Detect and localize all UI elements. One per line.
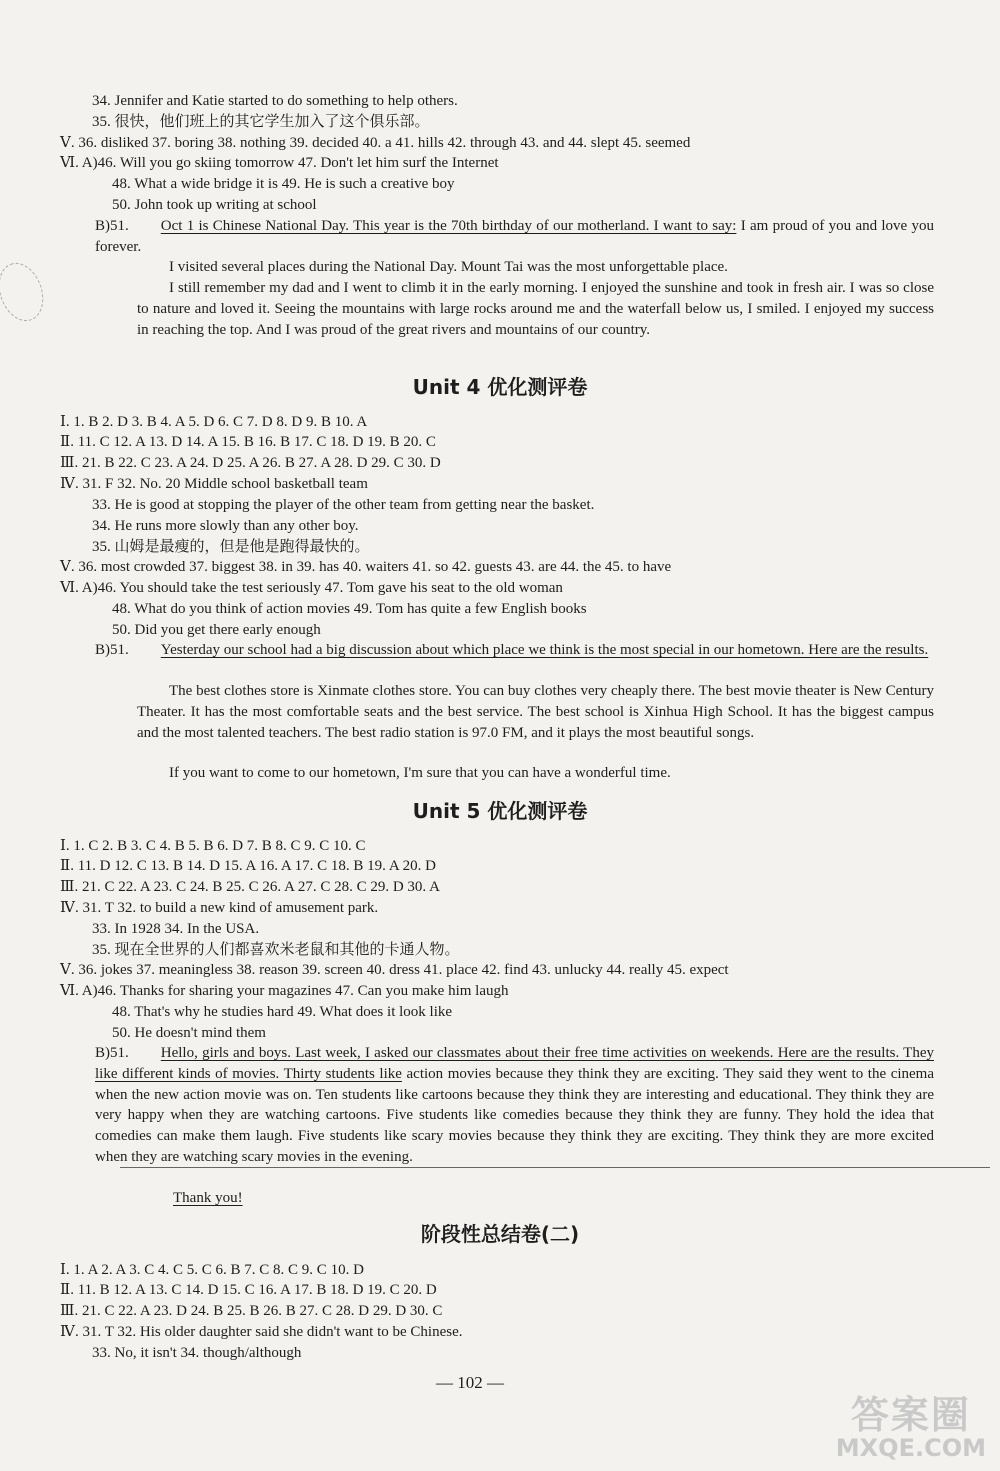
writing-label: B)51. [95, 218, 129, 234]
page-number: — 102 — [436, 1373, 504, 1392]
answer-line: Ⅵ. A)46. Will you go skiing tomorrow 47. Don't let him surf the Internet [60, 155, 499, 171]
answer-line: Ⅲ. 21. B 22. C 23. A 24. D 25. A 26. B 27. A 28. D 29. C 30. D [60, 455, 441, 471]
divider-line [120, 1167, 990, 1168]
answer-line: Ⅵ. A)46. You should take the test seriously 47. Tom gave his seat to the old woman [60, 580, 563, 596]
answer-line: Ⅱ. 11. D 12. C 13. B 14. D 15. A 16. A 17. C 18. B 19. A 20. D [60, 858, 436, 874]
writing-text: action movies because they think they are exciting. They said they went to the cinema when the new action movie was on. Ten students like cartoons because they think they are interesting and educational. They think they are very happy when they are watching cartoons. Five students like comedies because they think they are funny. They hold the idea that comedies can make them laugh. Five students like scary movies because they think they are exciting. They think they are more excited when they are watching scary movies in the evening. [95, 1065, 934, 1165]
answer-line: Ⅵ. A)46. Thanks for sharing your magazines 47. Can you make him laugh [60, 983, 509, 999]
writing-paragraph [95, 216, 934, 258]
answer-line: 35. 现在全世界的人们都喜欢米老鼠和其他的卡通人物。 [92, 942, 460, 958]
writing-paragraph: I still remember my dad and I went to climb it in the early morning. I enjoyed the sunshine and took in fresh air. I was so close to nature and loved it. Seeing the mountains with large rocks around me and the waterfall below us, I smiled. I enjoyed my success in reaching the top. And I was proud of the great rivers and mountains of our country. [137, 280, 934, 338]
answer-line: Ⅰ. 1. C 2. B 3. C 4. B 5. B 6. D 7. B 8. C 9. C 10. C [60, 838, 366, 854]
answer-line: Ⅴ. 36. jokes 37. meaningless 38. reason 39. screen 40. dress 41. place 42. find 43. unlucky 44. really 45. expect [60, 962, 729, 978]
answer-line: Ⅲ. 21. C 22. A 23. D 24. B 25. B 26. B 27. C 28. D 29. D 30. C [60, 1303, 443, 1319]
answer-line: 50. He doesn't mind them [112, 1025, 266, 1041]
watermark-url: MXQE.COM [835, 1434, 986, 1462]
section-title: Unit 4 优化测评卷 [412, 375, 588, 399]
writing-text: I am proud of you and love you forever. [95, 218, 934, 255]
answer-line: 33. No, it isn't 34. though/although [92, 1345, 302, 1361]
answer-line: Ⅱ. 11. B 12. A 13. C 14. D 15. C 16. A 17. B 18. D 19. C 20. D [60, 1282, 437, 1298]
writing-paragraph: I visited several places during the National Day. Mount Tai was the most unforgettable place. [169, 259, 728, 275]
answer-line: 33. In 1928 34. In the USA. [92, 921, 260, 937]
answer-line: Ⅰ. 1. B 2. D 3. B 4. A 5. D 6. C 7. D 8. D 9. B 10. A [60, 414, 368, 430]
writing-paragraph [95, 1043, 934, 1168]
stamp-mark [0, 257, 51, 328]
answer-line: 48. That's why he studies hard 49. What does it look like [112, 1004, 453, 1020]
answer-line: Ⅳ. 31. F 32. No. 20 Middle school basketball team [60, 476, 368, 492]
answer-line: 34. Jennifer and Katie started to do something to help others. [92, 93, 458, 109]
writing-paragraph: The best clothes store is Xinmate clothes store. You can buy clothes very cheaply there. The best movie theater is New Century Theater. It has the most comfortable seats and the best service. The best school is Xinhua High School. It has the biggest campus and the most talented teachers. The best radio station is 97.0 FM, and it plays the most beautiful songs. [137, 683, 934, 741]
answer-line: 35. 很快，他们班上的其它学生加入了这个俱乐部。 [92, 114, 430, 130]
underlined-text: Oct 1 is Chinese National Day. This year is the 70th birthday of our motherland. I want to say: [160, 218, 737, 234]
answer-line: Ⅴ. 36. disliked 37. boring 38. nothing 39. decided 40. a 41. hills 42. through 43. and 44. slept 45. seemed [60, 135, 691, 151]
answer-line: 34. He runs more slowly than any other boy. [92, 518, 359, 534]
answer-line: 48. What a wide bridge it is 49. He is such a creative boy [112, 176, 455, 192]
answer-line: 50. John took up writing at school [112, 197, 317, 213]
writing-label: B)51. [95, 642, 129, 658]
answer-line: Ⅴ. 36. most crowded 37. biggest 38. in 39. has 40. waiters 41. so 42. guests 43. are 44. the 45. to have [60, 559, 672, 575]
section-title: 阶段性总结卷(二) [420, 1222, 580, 1246]
answer-line: Ⅱ. 11. C 12. A 13. D 14. A 15. B 16. B 17. C 18. D 19. B 20. C [60, 434, 436, 450]
answer-line: 50. Did you get there early enough [112, 622, 321, 638]
underlined-text: Hello, girls and boys. Last week, I asked our classmates about their free time activities on weekends. Here are the results. They like different kinds of movies. Thirty students like [95, 1045, 934, 1082]
underlined-text: Yesterday our school had a big discussion about which place we think is the most special in our hometown. Here are the results. [160, 642, 929, 658]
closing-line: Thank you! [173, 1190, 243, 1206]
writing-paragraph [95, 640, 934, 661]
writing-label: B)51. [95, 1045, 129, 1061]
answer-line: Ⅰ. 1. A 2. A 3. C 4. C 5. C 6. B 7. C 8. C 9. C 10. D [60, 1262, 364, 1278]
answer-line: 35. 山姆是最瘦的，但是他是跑得最快的。 [92, 539, 370, 555]
answer-line: Ⅳ. 31. T 32. His older daughter said she didn't want to be Chinese. [60, 1324, 463, 1340]
answer-line: Ⅲ. 21. C 22. A 23. C 24. B 25. C 26. A 27. C 28. C 29. D 30. A [60, 879, 440, 895]
writing-paragraph: If you want to come to our hometown, I'm sure that you can have a wonderful time. [169, 765, 671, 781]
answer-line: Ⅳ. 31. T 32. to build a new kind of amusement park. [60, 900, 379, 916]
answer-line: 33. He is good at stopping the player of the other team from getting near the basket. [92, 497, 595, 513]
watermark-logo [836, 1395, 986, 1461]
section-title: Unit 5 优化测评卷 [412, 799, 588, 823]
answer-line: 48. What do you think of action movies 49. Tom has quite a few English books [112, 601, 587, 617]
watermark-cn: 答案圈 [850, 1393, 971, 1437]
